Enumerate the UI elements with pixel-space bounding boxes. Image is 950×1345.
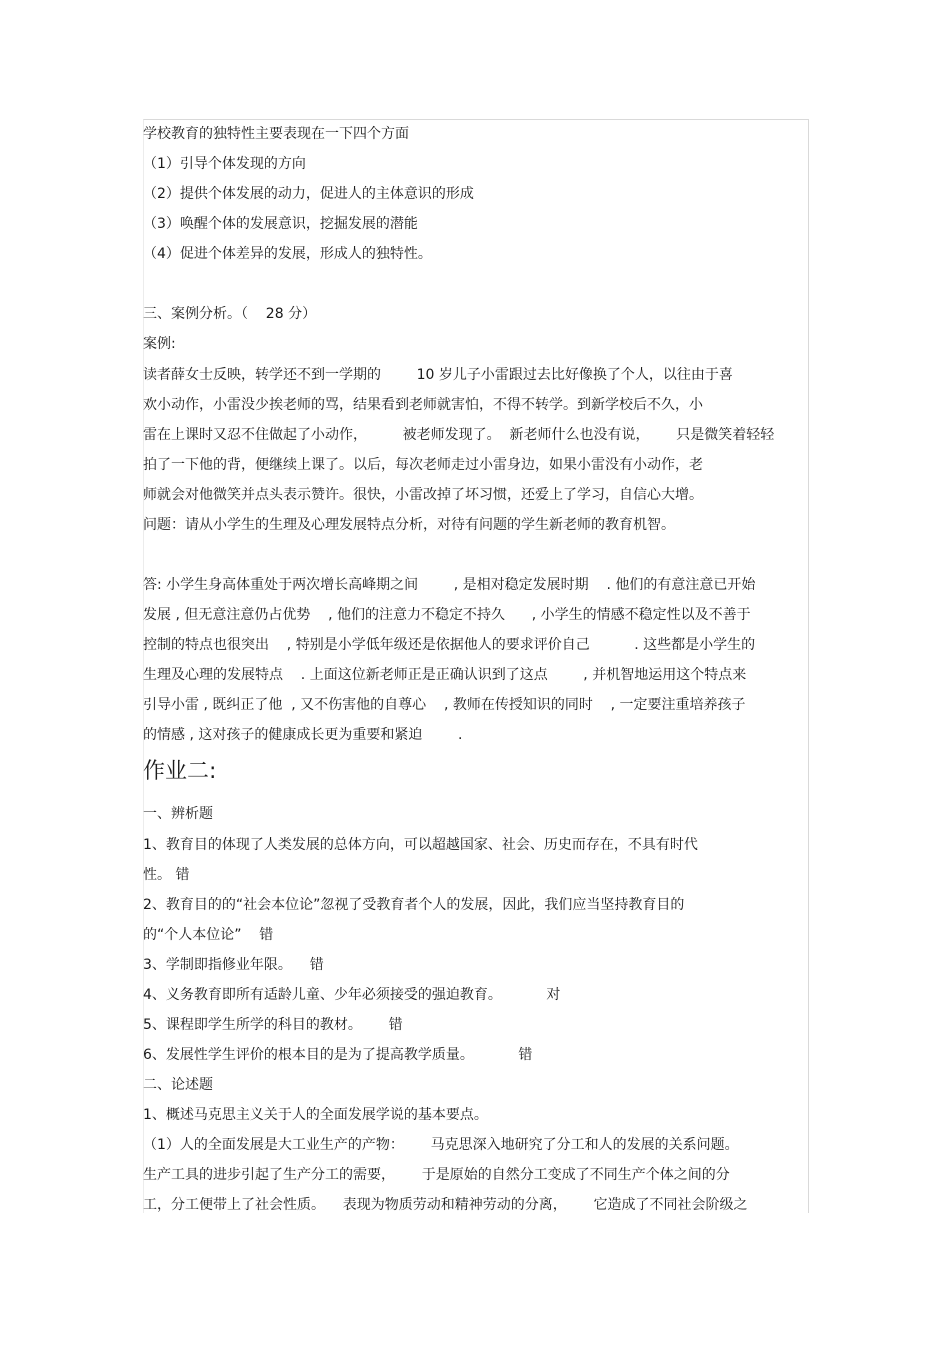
answer-line: 的情感 , 这对孩子的健康成长更为重要和紧迫 . bbox=[143, 727, 463, 743]
text-line: 生产工具的进步引起了生产分工的需要， 于是原始的自然分工变成了不同生产个体之间的分 bbox=[143, 1167, 730, 1183]
text-line: 3、学制即指修业年限。 错 bbox=[143, 957, 324, 973]
text-line: 1、教育目的体现了人类发展的总体方向，可以超越国家、社会、历史而存在，不具有时代 bbox=[143, 837, 698, 853]
text-line: 学校教育的独特性主要表现在一下四个方面 bbox=[143, 126, 409, 142]
text-line: 6、发展性学生评价的根本目的是为了提高教学质量。 错 bbox=[143, 1047, 533, 1063]
text-line: （4）促进个体差异的发展，形成人的独特性。 bbox=[143, 246, 432, 262]
text-line: （1）人的全面发展是大工业生产的产物： 马克思深入地研究了分工和人的发展的关系问题。 bbox=[143, 1137, 739, 1153]
text-line: 拍了一下他的背，便继续上课了。以后，每次老师走过小雷身边，如果小雷没有小动作，老 bbox=[143, 457, 703, 473]
answer-line: 生理及心理的发展特点 . 上面这位新老师正是正确认识到了这点 , 并机智地运用这个特点来 bbox=[143, 667, 747, 683]
text-line: 雷在上课时又忍不住做起了小动作， 被老师发现了。 新老师什么也没有说， 只是微笑着轻轻 bbox=[143, 427, 775, 443]
text-line: （2）提供个体发展的动力，促进人的主体意识的形成 bbox=[143, 186, 474, 202]
text-line: 性。 错 bbox=[143, 867, 190, 883]
text-line: 欢小动作，小雷没少挨老师的骂，结果看到老师就害怕，不得不转学。到新学校后不久，小 bbox=[143, 397, 703, 413]
answer-line: 控制的特点也很突出 , 特别是小学低年级还是依据他人的要求评价自己 . 这些都是小学生的 bbox=[143, 637, 756, 653]
text-line: （1）引导个体发现的方向 bbox=[143, 156, 306, 172]
text-line: 2、教育目的的“社会本位论”忽视了受教育者个人的发展，因此，我们应当坚持教育目的 bbox=[143, 897, 685, 913]
answer-line: 发展 , 但无意注意仍占优势 , 他们的注意力不稳定不持久 , 小学生的情感不稳定性以及不善于 bbox=[143, 607, 751, 623]
section-title: 二、论述题 bbox=[143, 1077, 213, 1093]
text-line: 师就会对他微笑并点头表示赞许。很快，小雷改掉了坏习惯，还爱上了学习，自信心大增。 bbox=[143, 487, 703, 503]
text-line: 的“个人本位论” 错 bbox=[143, 927, 274, 943]
text-line: 5、课程即学生所学的科目的教材。 错 bbox=[143, 1017, 403, 1033]
text-line: 1、概述马克思主义关于人的全面发展学说的基本要点。 bbox=[143, 1107, 488, 1123]
section-title: 一、辨析题 bbox=[143, 806, 213, 822]
text-line: （3）唤醒个体的发展意识，挖掘发展的潜能 bbox=[143, 216, 418, 232]
text-line: 4、义务教育即所有适龄儿童、少年必须接受的强迫教育。 对 bbox=[143, 987, 561, 1003]
question-line: 问题：请从小学生的生理及心理发展特点分析，对待有问题的学生新老师的教育机智。 bbox=[143, 517, 675, 533]
text-line: 案例: bbox=[143, 336, 176, 352]
heading-assignment-two: 作业二: bbox=[143, 759, 217, 784]
section-title: 三、案例分析。（ 28 分） bbox=[143, 306, 317, 322]
text-line: 工，分工便带上了社会性质。 表现为物质劳动和精神劳动的分离， 它造成了不同社会阶级之 bbox=[143, 1197, 748, 1213]
answer-line: 引导小雷 , 既纠正了他 , 又不伤害他的自尊心 , 教师在传授知识的同时 , 一定要注重培养孩子 bbox=[143, 697, 746, 713]
text-line: 读者薛女士反映，转学还不到一学期的 10 岁儿子小雷跟过去比好像换了个人，以往由于喜 bbox=[143, 367, 733, 383]
answer-line: 答: 小学生身高体重处于两次增长高峰期之间 , 是相对稳定发展时期 . 他们的有意注意已开始 bbox=[143, 577, 756, 593]
